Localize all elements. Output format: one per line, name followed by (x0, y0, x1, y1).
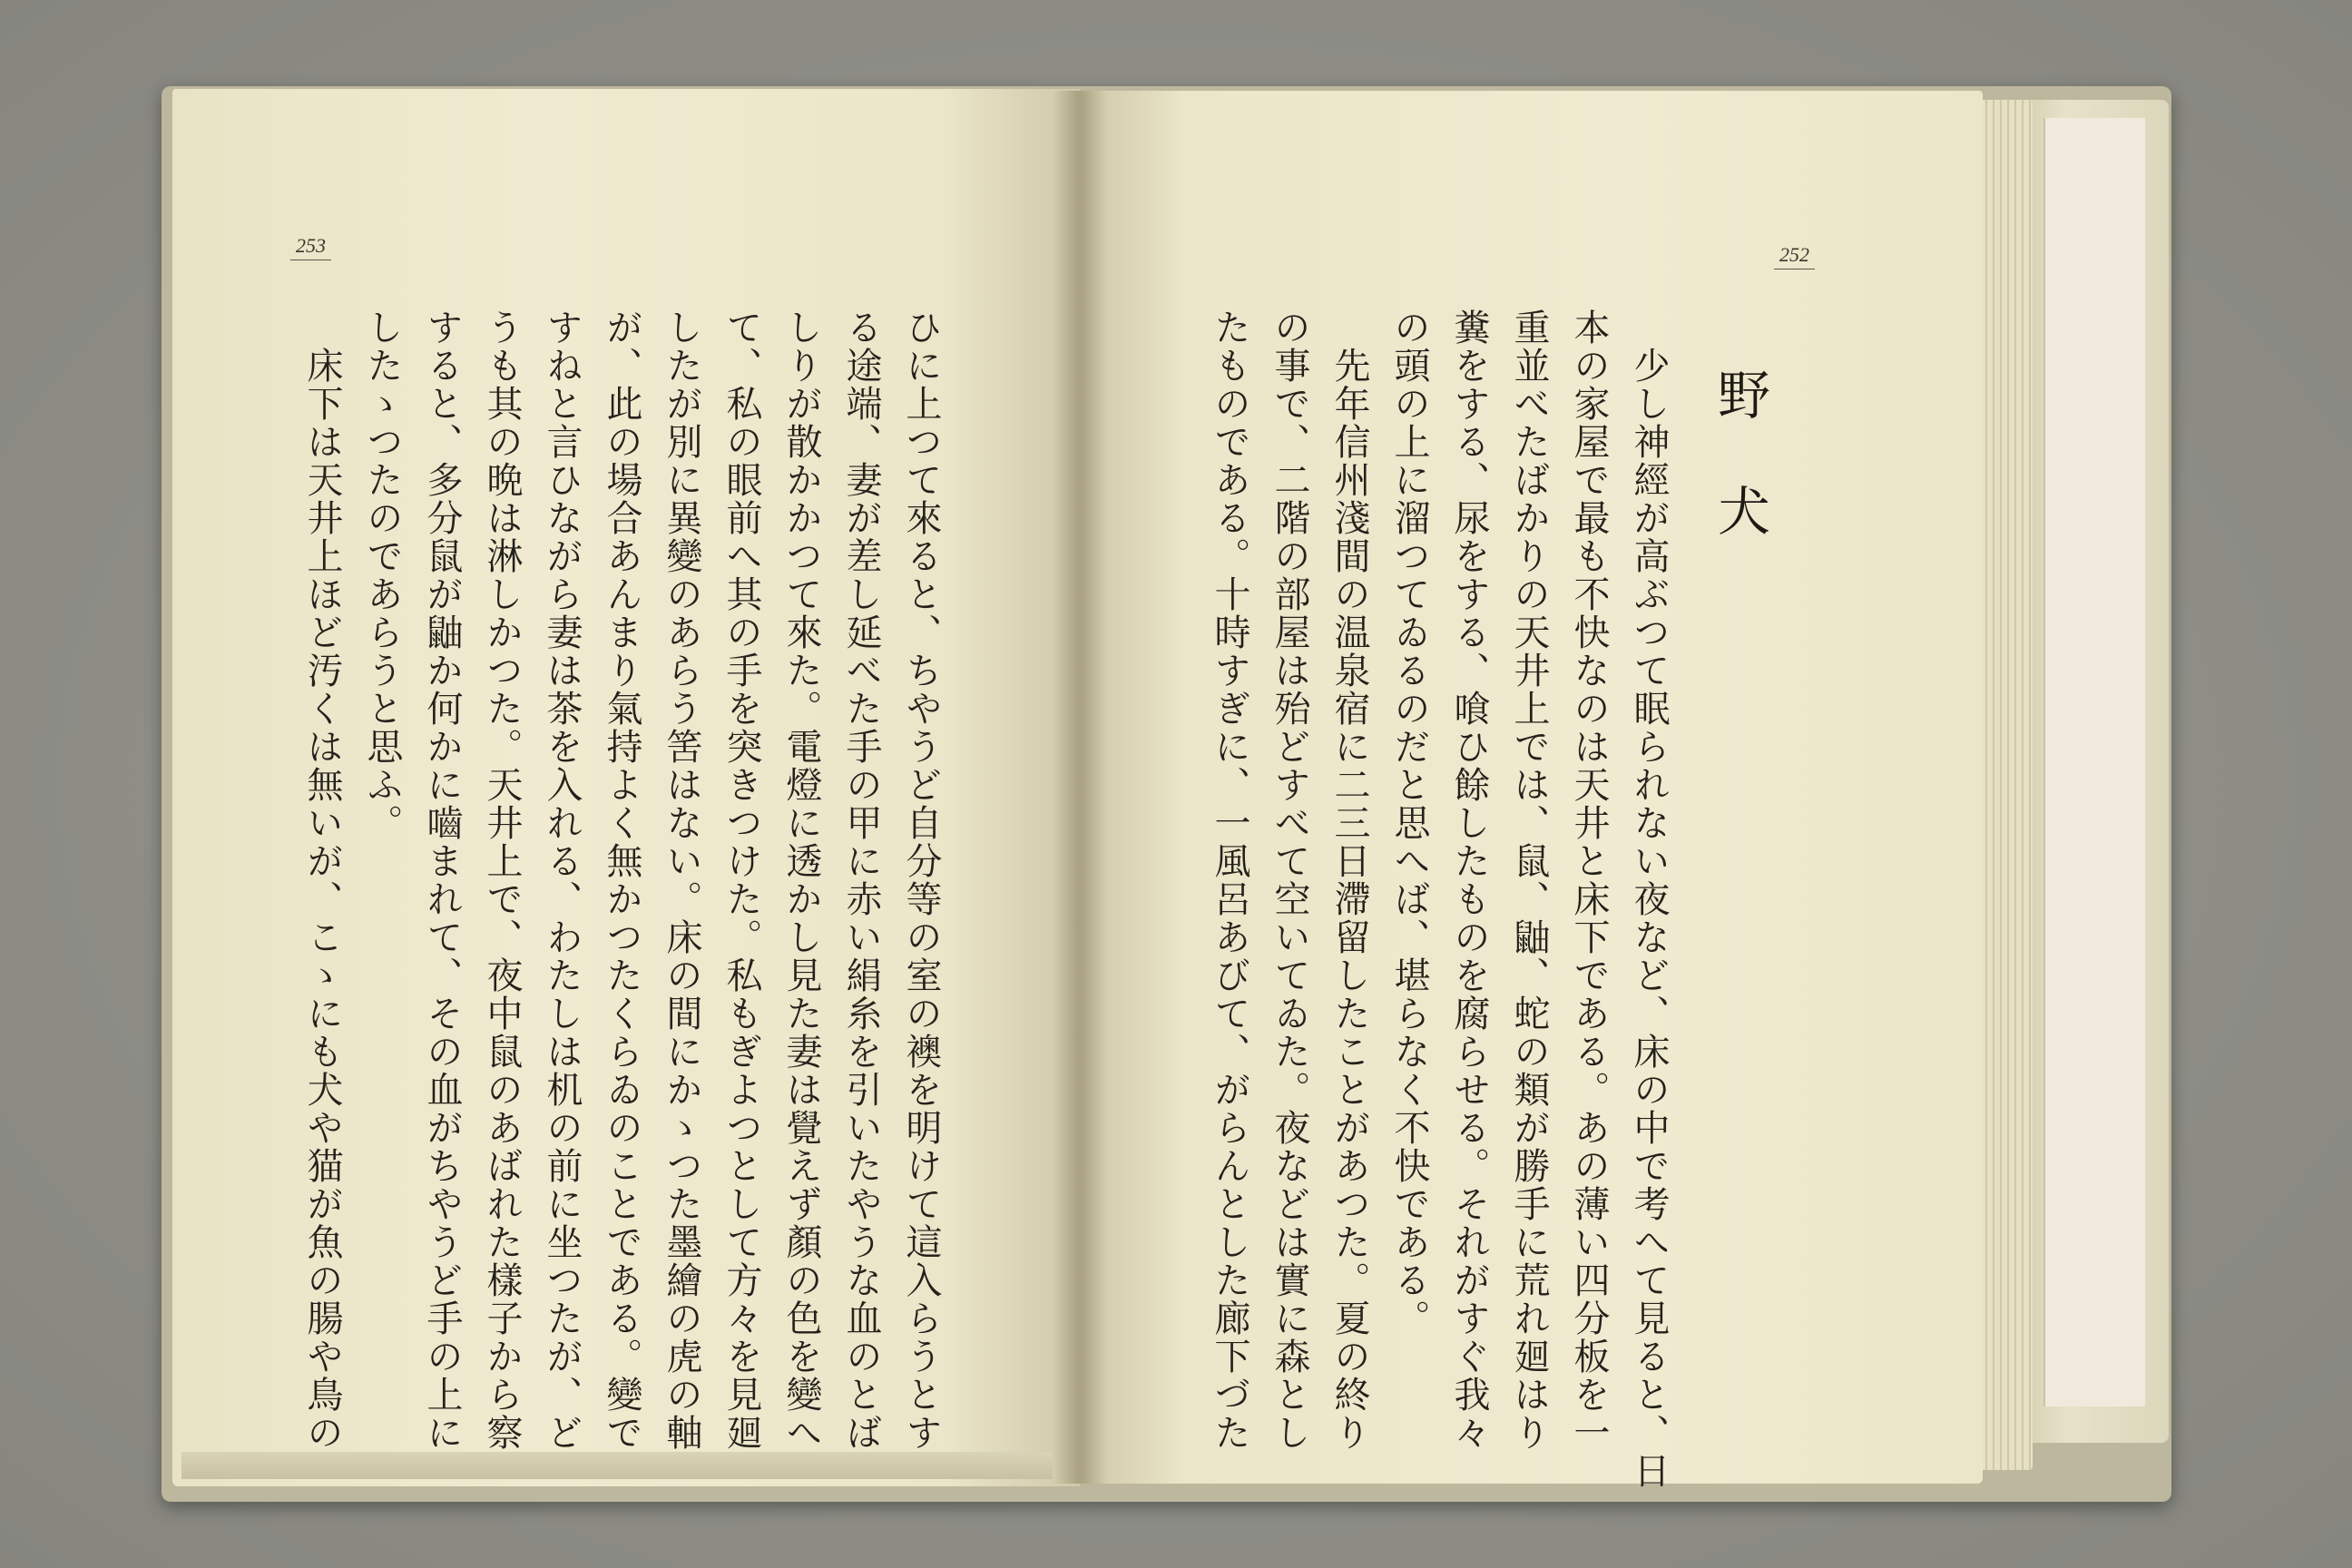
text-column: 糞をする、尿をする、喰ひ餘したものを腐らせる。それがすぐ我々 (1448, 309, 1490, 1452)
text-column: る途端、妻が差し延べた手の甲に赤い絹糸を引いたやうな血のとば (840, 309, 882, 1452)
right-page-number: 252 (1774, 243, 1815, 270)
text-column: しりが散かかつて來た。電燈に透かし見た妻は覺えず顏の色を變へ (780, 309, 822, 1452)
text-column: の頭の上に溜つてゐるのだと思へば、堪らなく不快である。 (1388, 309, 1430, 1338)
left-page[interactable] (172, 89, 1080, 1486)
left-page-number: 253 (290, 234, 331, 260)
text-column: が、此の場合あんまり氣持よく無かつたくらゐのことである。變で (601, 309, 642, 1452)
right-page[interactable] (1075, 91, 1983, 1490)
text-column: の事で、二階の部屋は殆どすべて空いてゐた。夜などは實に森とし (1269, 309, 1310, 1452)
book-cover-right (2024, 100, 2169, 1443)
text-column: 少し神經が高ぶつて眠られない夜など、床の中で考へて見ると、日 (1628, 309, 1670, 1490)
cover-inner-endpaper (2043, 118, 2145, 1406)
right-page-text (1198, 309, 1679, 1490)
text-column: すねと言ひながら妻は茶を入れる、わたしは机の前に坐つたが、ど (541, 309, 583, 1452)
text-column: 先年信州淺間の温泉宿に二三日滯留したことがあつた。夏の終り (1328, 309, 1370, 1452)
chapter-title: 野犬 (1709, 368, 1770, 600)
text-column: て、私の眼前へ其の手を突きつけた。私もぎよつとして方々を見廻 (720, 309, 762, 1452)
book-gutter (1053, 91, 1107, 1484)
text-column: ひに上つて來ると、ちやうど自分等の室の襖を明けて這入らうとす (900, 309, 942, 1452)
page-bottom-edge (181, 1452, 1053, 1479)
text-column: たものである。十時すぎに、一風呂あびて、がらんとした廊下づた (1209, 309, 1250, 1452)
text-column: うも其の晩は淋しかつた。天井上で、夜中鼠のあばれた樣子から察 (481, 309, 523, 1452)
text-column: 本の家屋で最も不快なのは天井と床下である。あの薄い四分板を一 (1568, 309, 1610, 1452)
text-column: したゝつたのであらうと思ふ。 (361, 309, 403, 842)
text-column: 床下は天井上ほど汚くは無いが、こゝにも犬や猫が魚の腸や鳥の (301, 309, 343, 1452)
text-column: すると、多分鼠が鼬か何かに嚙まれて、その血がちやうど手の上に (421, 309, 463, 1452)
text-column: したが別に異變のあらう筈はない。床の間にかゝつた墨繪の虎の軸 (661, 309, 702, 1452)
text-column: 重並べたばかりの天井上では、鼠、鼬、蛇の類が勝手に荒れ廻はり (1508, 309, 1550, 1452)
left-page-text (289, 309, 951, 1452)
